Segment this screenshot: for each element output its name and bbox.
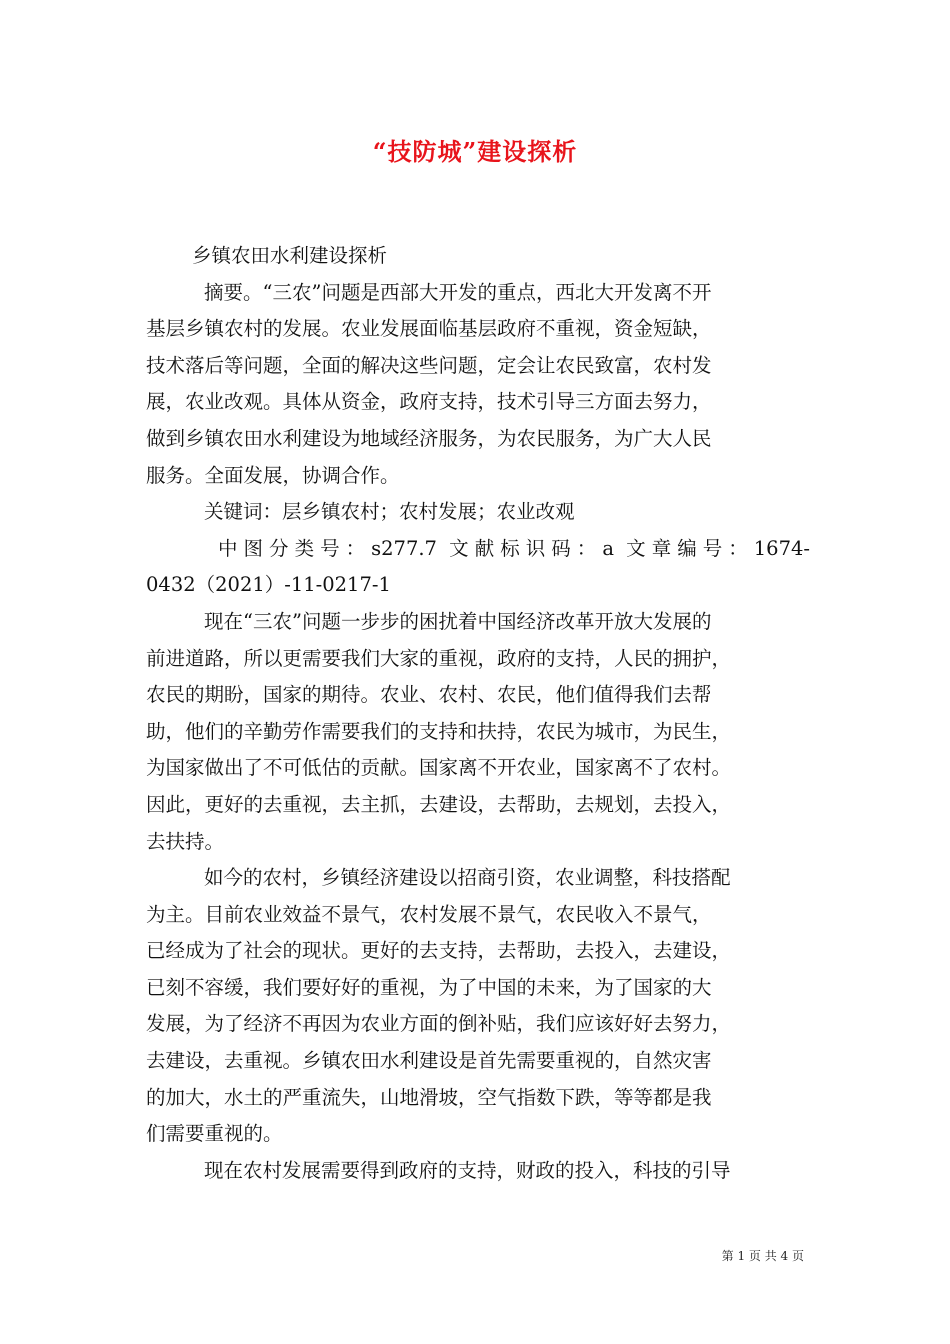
paragraph-line: 现在“三农”问题一步步的困扰着中国经济改革开放大发展的: [204, 609, 712, 633]
abstract-line: 展，农业改观。具体从资金，政府支持，技术引导三方面去努力，: [146, 390, 712, 414]
paragraph-line: 已经成为了社会的现状。更好的去支持，去帮助，去投入，去建设，: [146, 939, 732, 963]
paragraph-line: 因此，更好的去重视，去主抓，去建设，去帮助，去规划，去投入，: [146, 792, 732, 816]
paragraph-line: 去扶持。: [146, 829, 225, 853]
paragraph-line: 发展，为了经济不再因为农业方面的倒补贴，我们应该好好去努力，: [146, 1012, 732, 1036]
subtitle-line: 乡镇农田水利建设探析: [192, 244, 388, 267]
keywords-line: 关键词：层乡镇农村；农村发展；农业改观: [204, 500, 575, 524]
paragraph-line: 去建设，去重视。乡镇农田水利建设是首先需要重视的，自然灾害: [146, 1049, 712, 1073]
abstract-line: 基层乡镇农村的发展。农业发展面临基层政府不重视，资金短缺，: [146, 317, 712, 341]
paragraph-line: 已刻不容缓，我们要好好的重视，为了中国的未来，为了国家的大: [146, 975, 712, 999]
document-body: [146, 238, 810, 1189]
abstract-line: 做到乡镇农田水利建设为地域经济服务，为农民服务，为广大人民: [146, 426, 712, 450]
classification-line: 0432（2021）-11-0217-1: [146, 573, 391, 597]
paragraph-line: 如今的农村，乡镇经济建设以招商引资，农业调整，科技搭配: [204, 866, 731, 890]
classification-line: 中图分类号：s277.7 文献标识码：a 文章编号：1674-: [218, 536, 810, 560]
paragraph-line: 农民的期盼，国家的期待。农业、农村、农民，他们值得我们去帮: [146, 683, 712, 707]
document-title: “技防城”建设探析: [372, 137, 578, 166]
paragraph-line: 现在农村发展需要得到政府的支持，财政的投入，科技的引导: [204, 1158, 731, 1182]
paragraph-line: 前进道路，所以更需要我们大家的重视，政府的支持，人民的拥护，: [146, 646, 732, 670]
paragraph-line: 的加大，水土的严重流失，山地滑坡，空气指数下跌，等等都是我: [146, 1085, 712, 1109]
abstract-line: 服务。全面发展，协调合作。: [146, 463, 400, 487]
abstract-line: 技术落后等问题，全面的解决这些问题，定会让农民致富，农村发: [146, 353, 712, 377]
paragraph-line: 们需要重视的。: [146, 1122, 283, 1146]
paragraph-line: 为主。目前农业效益不景气，农村发展不景气，农民收入不景气，: [146, 902, 712, 926]
paragraph-line: 为国家做出了不可低估的贡献。国家离不开农业，国家离不了农村。: [146, 756, 732, 780]
abstract-line: 摘要。“三农”问题是西部大开发的重点，西北大开发离不开: [204, 280, 712, 304]
paragraph-line: 助，他们的辛勤劳作需要我们的支持和扶持，农民为城市，为民生，: [146, 719, 732, 743]
page-number: 第 1 页 共 4 页: [721, 1249, 804, 1263]
